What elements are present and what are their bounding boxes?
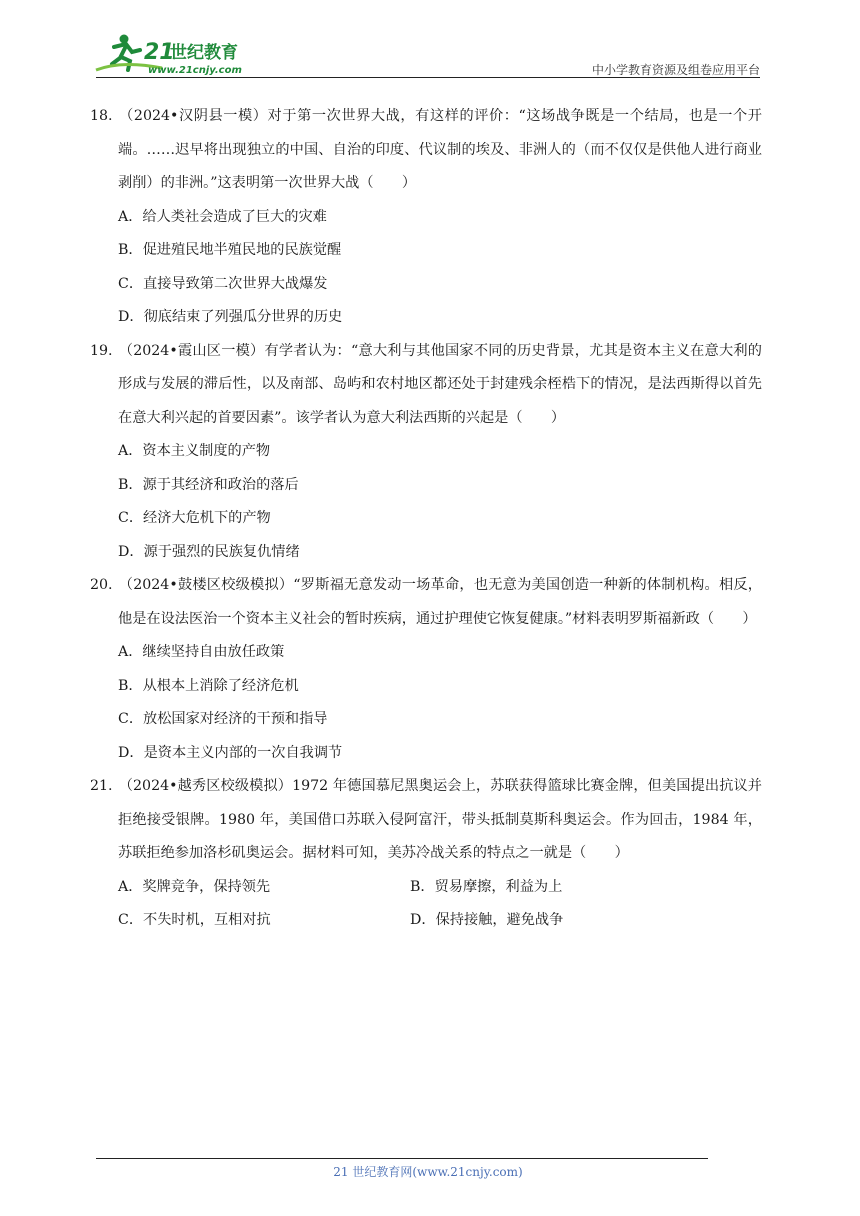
option-b[interactable]: B．从根本上消除了经济危机 bbox=[118, 677, 299, 694]
question-stem bbox=[90, 335, 762, 436]
svg-text:世纪教育: 世纪教育 bbox=[170, 43, 238, 63]
option-d[interactable]: D．彻底结束了列强瓜分世界的历史 bbox=[118, 309, 343, 325]
question-number: 18. bbox=[90, 108, 113, 124]
question-19 bbox=[90, 335, 762, 570]
21cnjy-logo bbox=[92, 30, 262, 76]
option-a[interactable]: A．继续坚持自由放任政策 bbox=[118, 644, 285, 660]
option-a[interactable]: A．给人类社会造成了巨大的灾难 bbox=[118, 208, 327, 225]
option-c[interactable]: C．经济大危机下的产物 bbox=[118, 510, 271, 526]
question-21 bbox=[90, 770, 762, 938]
option-c[interactable]: C．不失时机，互相对抗 bbox=[118, 912, 271, 928]
svg-text:www.21cnjy.com: www.21cnjy.com bbox=[148, 65, 242, 76]
footer-text[interactable]: 21 世纪教育网(www.21cnjy.com) bbox=[333, 1165, 523, 1179]
question-text: （2024•鼓楼区校级模拟）“罗斯福无意发动一场革命，也无意为美国创造一种新的体制机构。相反，他是在设法医治一个资本主义社会的暂时疾病，通过护理使它恢复健康。”材料表明罗斯福新政（ ） bbox=[118, 577, 762, 627]
header-divider bbox=[96, 77, 760, 78]
option-row bbox=[90, 904, 762, 938]
question-stem bbox=[90, 100, 762, 201]
option-a[interactable]: A．资本主义制度的产物 bbox=[118, 443, 271, 459]
option-b[interactable]: B．促进殖民地半殖民地的民族觉醒 bbox=[118, 242, 342, 258]
option-b[interactable]: B．源于其经济和政治的落后 bbox=[118, 476, 299, 493]
footer-divider bbox=[96, 1158, 708, 1159]
platform-name: 中小学教育资源及组卷应用平台 bbox=[591, 63, 760, 77]
option-c[interactable]: C．放松国家对经济的干预和指导 bbox=[118, 711, 328, 727]
question-stem bbox=[90, 770, 762, 871]
option-c[interactable]: C．直接导致第二次世界大战爆发 bbox=[118, 275, 328, 292]
svg-text:21: 21 bbox=[144, 40, 175, 65]
question-text: （2024•越秀区校级模拟）1972 年德国慕尼黑奥运会上，苏联获得篮球比赛金牌，但美国提出抗议并拒绝接受银牌。1980 年，美国借口苏联入侵阿富汗，带头抵制莫斯科奥运会。作为回击，1984 年，苏联拒绝参加洛杉矶奥运会。据材料可知，美苏冷战关系的特点之一就是（ ） bbox=[118, 778, 762, 861]
question-stem bbox=[90, 569, 762, 636]
question-number: 19. bbox=[90, 342, 113, 359]
option-d[interactable]: D．是资本主义内部的一次自我调节 bbox=[118, 744, 343, 761]
question-text: （2024•汉阴县一模）对于第一次世界大战，有这样的评价：“这场战争既是一个结局，也是一个开端。……迟早将出现独立的中国、自治的印度、代议制的埃及、非洲人的（而不仅仅是供他人进行商业剥削）的非洲。”这表明第一次世界大战（ ） bbox=[118, 108, 762, 191]
question-18 bbox=[90, 100, 762, 335]
question-number: 21. bbox=[90, 778, 113, 794]
option-row bbox=[90, 871, 762, 905]
option-a[interactable]: A．奖牌竞争，保持领先 bbox=[118, 878, 271, 895]
question-list bbox=[90, 100, 762, 938]
question-20 bbox=[90, 569, 762, 770]
option-d[interactable]: D．源于强烈的民族复仇情绪 bbox=[118, 543, 300, 560]
question-text: （2024•霞山区一模）有学者认为：“意大利与其他国家不同的历史背景，尤其是资本主义在意大利的形成与发展的滞后性，以及南部、岛屿和农村地区都还处于封建残余桎梏下的情况，是法西斯得以首先在意大利兴起的首要因素”。该学者认为意大利法西斯的兴起是（ ） bbox=[118, 342, 762, 426]
option-b[interactable]: B．贸易摩擦，利益为上 bbox=[410, 878, 563, 895]
page-header bbox=[92, 30, 760, 80]
option-d[interactable]: D．保持接触，避免战争 bbox=[410, 912, 564, 928]
question-number: 20. bbox=[90, 577, 113, 593]
